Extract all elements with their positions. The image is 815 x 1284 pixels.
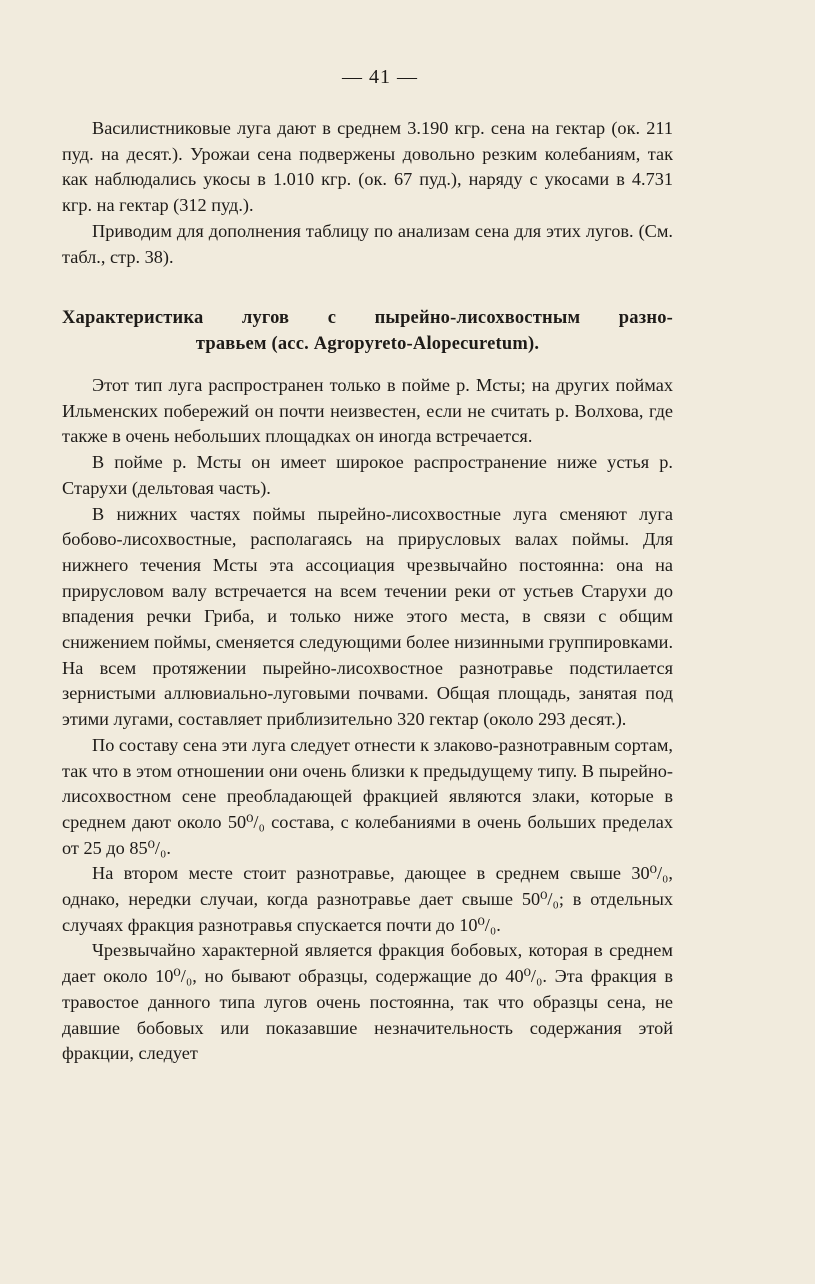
section-heading	[62, 305, 673, 357]
paragraph: В нижних частях поймы пырейно-лисохвостные луга сменяют луга бобово-лисохвостные, располагаясь на прирусловых валах поймы. Для нижнего течения Мсты эта ассоциация чрезвычайно постоянна: она на прирусловом валу встречается на всем течении реки от устьев Старухи до впадения речки Гриба, и только ниже этого места, в связи с общим снижением поймы, сменяется следующими более низинными группировками. На всем протяжении пырейно-лисохвостное разнотравье подстилается зернистыми аллювиально-луговыми почвами. Общая площадь, занятая под этими лугами, составляет приблизительно 320 гектар (около 293 десят.).	[62, 503, 674, 730]
paragraph: Приводим для дополнения таблицу по анализам сена для этих лугов. (См. табл., стр. 38).	[62, 220, 673, 267]
paragraph: Этот тип луга распространен только в пойме р. Мсты; на других поймах Ильменских побережий он почти неизвестен, если не считать р. Волхова, где также в очень небольших площадках он иногда встречается.	[62, 375, 673, 447]
section-heading-line: травьем (асс. Agropyreto-Alopecuretum).	[195, 334, 540, 354]
section-heading-line: Характеристика лугов с пырейно-лисохвостным разно-	[62, 308, 673, 328]
paragraph: По составу сена эти луга следует отнести к злаково-разнотравным сортам, так что в этом отношении они очень близки к предыдущему типу. В пырейно-лисохвостном сене преобладающей фракцией являются злаки, которые в среднем дают около 50⁰/₀ состава, с колебаниями в очень больших пределах от 25 до 85⁰/₀.	[62, 734, 673, 858]
page-number: — 41 —	[342, 66, 418, 88]
paragraph: В пойме р. Мсты он имеет широкое распространение ниже устья р. Старухи (дельтовая часть).	[62, 452, 673, 498]
body-text	[62, 373, 673, 1067]
paragraph: Василистниковые луга дают в среднем 3.190 кгр. сена на гектар (ок. 211 пуд. на десят.). Урожаи сена подвержены довольно резким колебаниям, так как наблюдались укосы в 1.010 кгр. (ок. 67 пуд.), наряду с укосами в 4.731 кгр. на гектар (312 пуд.).	[62, 118, 673, 216]
paragraph: Чрезвычайно характерной является фракция бобовых, которая в среднем дает около 10⁰/₀, но бывают образцы, содержащие до 40⁰/₀. Эта фракция в травостое данного типа лугов очень постоянна, так что образцы сена, не давшие бобовых или показавшие незначительность содержания этой фракции, следует	[62, 940, 673, 1064]
paragraph: На втором месте стоит разнотравье, дающее в среднем свыше 30⁰/₀, однако, нередки случаи, когда разнотравье дает свыше 50⁰/₀; в отдельных случаях фракция разнотравья спускается почти до 10⁰/₀.	[62, 863, 673, 935]
intro-text	[62, 116, 673, 270]
